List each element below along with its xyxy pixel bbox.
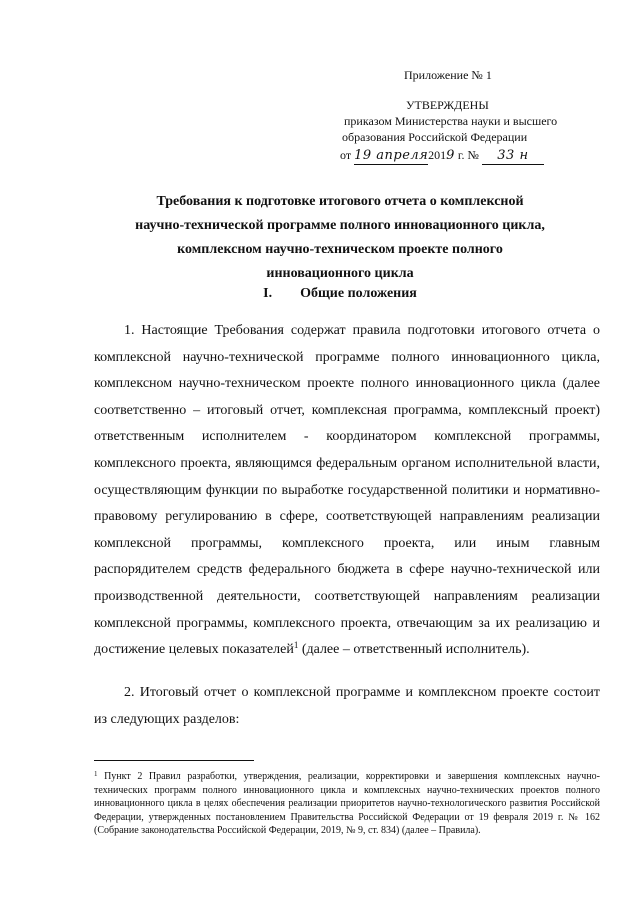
title-line: Требования к подготовке итогового отчета о комплексной bbox=[156, 194, 524, 209]
footnote-text: Пункт 2 Правил разработки, утверждения, реализации, корректировки и завершения комплексных научно-технических программ полного инновационного цикла и комплексных научно-технических проектов полного инновационного цикла в целях обеспечения реализации приоритетов научно-технологического развития Российской Федерации, утвержденных постановлением Правительства Российской Федерации от 19 февраля 2019 г. № 162 (Собрание законодательства Российской Федерации, 2019, № 9, ст. 834) (далее – Правила). bbox=[94, 771, 600, 837]
footnote-mark: 1 bbox=[94, 770, 98, 778]
date-prefix: от bbox=[340, 148, 352, 162]
footnote-divider bbox=[94, 760, 254, 761]
section-heading bbox=[140, 286, 540, 302]
year-number-label: г. № bbox=[457, 148, 479, 162]
handwritten-date: 19 апреля bbox=[354, 148, 429, 163]
footnote bbox=[94, 770, 600, 838]
order-date-line bbox=[340, 147, 600, 165]
handwritten-order-number: 33 н bbox=[482, 148, 544, 165]
footnote-reference[interactable]: 1 bbox=[293, 640, 299, 651]
section-title: Общие положения bbox=[300, 286, 417, 301]
order-line: приказом Министерства науки и высшего bbox=[344, 114, 558, 128]
title-line: инновационного цикла bbox=[266, 266, 414, 281]
appendix-label: Приложение № 1 bbox=[404, 68, 492, 82]
approval-block bbox=[340, 67, 600, 165]
title-line: научно-технической программе полного инновационного цикла, bbox=[135, 218, 545, 233]
document-title bbox=[80, 190, 600, 286]
paragraph-2: 2. Итоговый отчет о комплексной программе и комплексном проекте состоит из следующих разделов: bbox=[94, 685, 600, 727]
handwritten-year-digit: 9 bbox=[446, 148, 455, 163]
section-number: I. bbox=[263, 286, 273, 301]
approved-label: УТВЕРЖДЕНЫ bbox=[406, 98, 489, 112]
ministry-line: образования Российской Федерации bbox=[342, 130, 528, 144]
paragraph-1-text: 1. Настоящие Требования содержат правила подготовки итогового отчета о комплексной научно-технической программе полного инновационного цикла, комплексном научно-техническом проекте полного инновационного цикла (далее соответственно – итоговый отчет, комплексная программа, комплексный проект) ответственным исполнителем - координатором комплексной программы, комплексного проекта, являющимся федеральным органом исполнительной власти, осуществляющим функции по выработке государственной политики и нормативно-правовому регулированию в сфере, соответствующей направлениям реализации комплексной программы, комплексного проекта, или иным главным распорядителем средств федерального бюджета в сфере научно-технической или производственной деятельности, соответствующей направлениям реализации комплексной программы, комплексного проекта, отвечающим за их реализацию и достижение целевых показателей bbox=[94, 323, 600, 658]
paragraph-1-ending: (далее – ответственный исполнитель). bbox=[298, 642, 530, 658]
year-prefix: 201 bbox=[428, 148, 447, 162]
paragraph-1 bbox=[94, 318, 600, 664]
title-line: комплексном научно-техническом проекте полного bbox=[177, 242, 503, 257]
